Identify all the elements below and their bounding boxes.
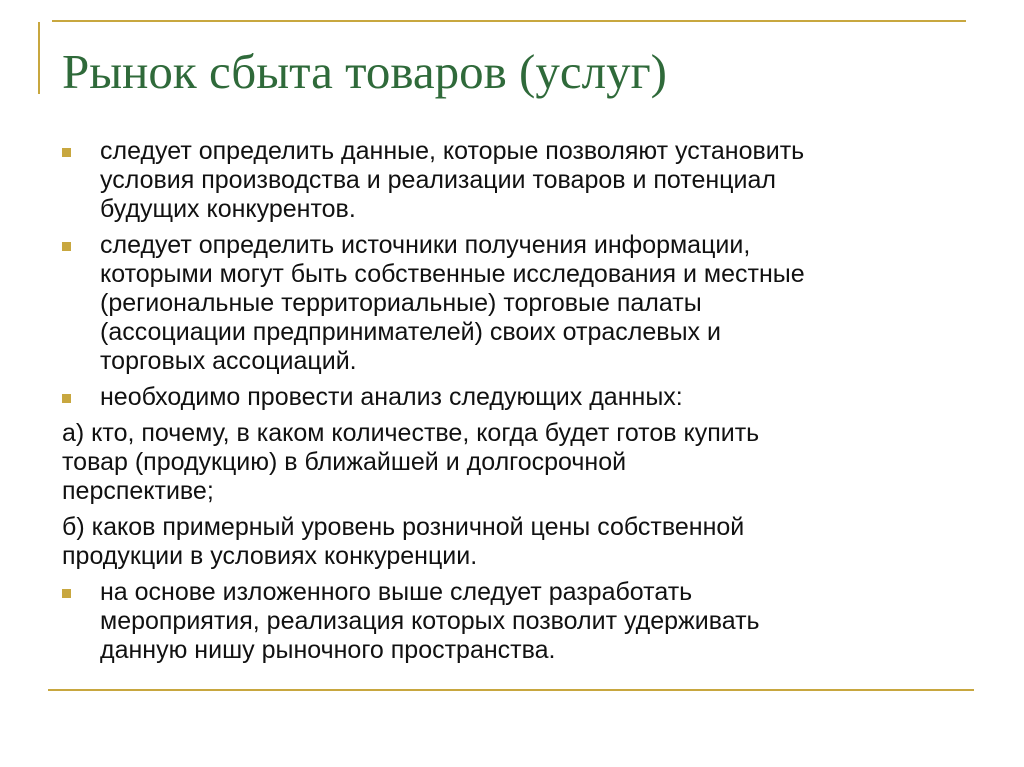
top-divider <box>52 20 966 22</box>
bullet-square-icon <box>62 589 71 598</box>
bullet-item <box>62 137 962 224</box>
text-line: (региональные территориальные) торговые палаты <box>100 289 702 317</box>
left-divider <box>38 22 40 94</box>
text-line: на основе изложенного выше следует разработать <box>100 578 693 606</box>
text-line: перспективе; <box>62 477 214 505</box>
bullet-square-icon <box>62 394 71 403</box>
text-line: (ассоциации предпринимателей) своих отраслевых и <box>100 318 721 346</box>
bullet-item <box>62 578 962 665</box>
bullet-square-icon <box>62 148 71 157</box>
bullet-square-icon <box>62 242 71 251</box>
sub-item <box>62 513 962 571</box>
text-line: б) каков примерный уровень розничной цены собственной <box>62 513 745 541</box>
slide-title: Рынок сбыта товаров (услуг) <box>62 44 667 99</box>
bottom-divider <box>48 689 974 691</box>
bullet-item <box>62 231 962 376</box>
text-line: условия производства и реализации товаров и потенциал <box>100 166 776 194</box>
text-line: данную нишу рыночного пространства. <box>100 636 556 664</box>
bullet-list <box>62 137 962 672</box>
text-line: которыми могут быть собственные исследования и местные <box>100 260 805 288</box>
text-line: торговых ассоциаций. <box>100 347 357 375</box>
text-line: а) кто, почему, в каком количестве, когда будет готов купить <box>62 419 760 447</box>
text-line: мероприятия, реализация которых позволит удерживать <box>100 607 760 635</box>
text-line: продукции в условиях конкуренции. <box>62 542 478 570</box>
sub-item <box>62 419 962 506</box>
text-line: необходимо провести анализ следующих данных: <box>100 383 683 411</box>
text-line: следует определить данные, которые позволяют установить <box>100 137 805 165</box>
text-line: будущих конкурентов. <box>100 195 356 223</box>
text-line: следует определить источники получения информации, <box>100 231 751 259</box>
bullet-item <box>62 383 962 412</box>
text-line: товар (продукцию) в ближайшей и долгосрочной <box>62 448 627 476</box>
